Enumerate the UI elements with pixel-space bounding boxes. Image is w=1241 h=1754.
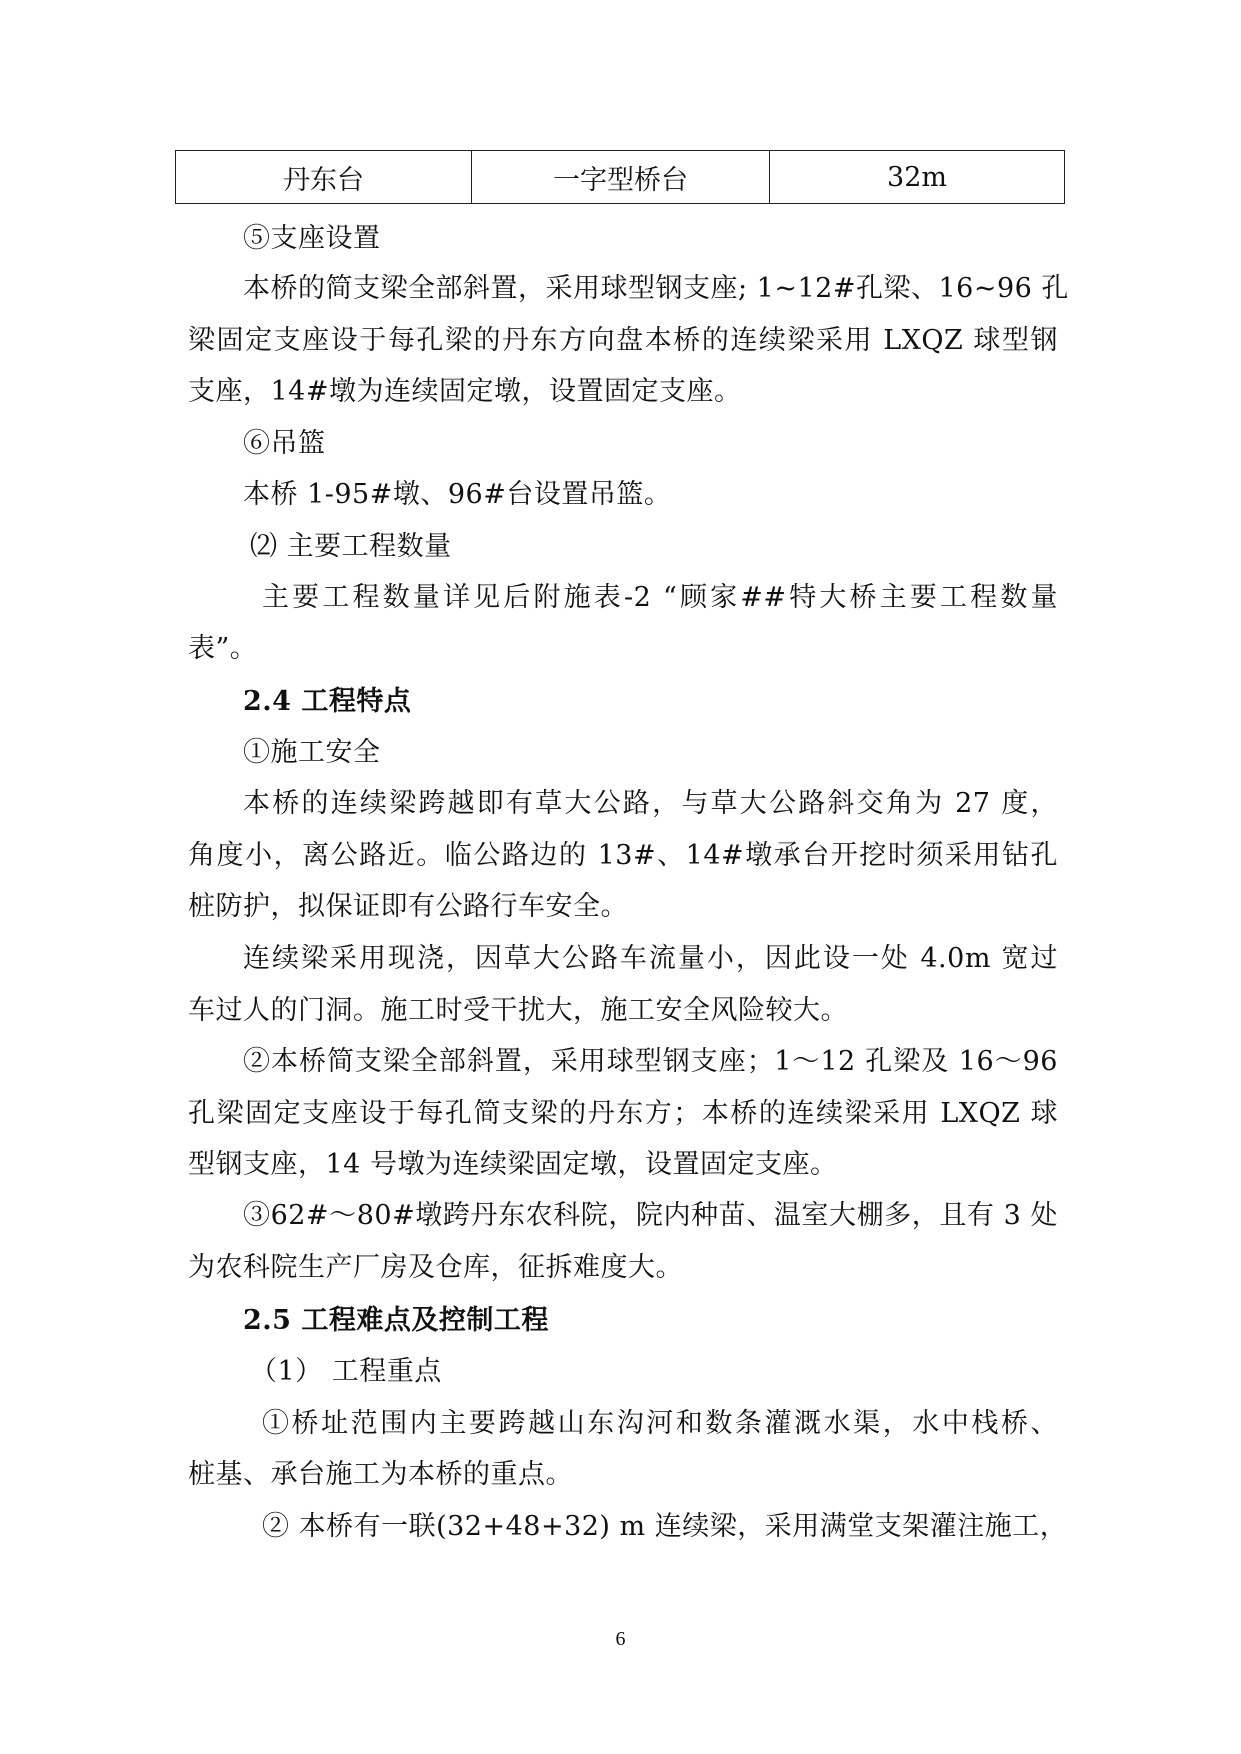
paragraph-line: 梁固定支座设于每孔梁的丹东方向盘本桥的连续梁采用 LXQZ 球型钢 — [188, 325, 1058, 356]
paragraph-line: ②本桥简支梁全部斜置，采用球型钢支座；1～12 孔梁及 16～96 — [243, 1046, 1058, 1077]
section-heading-2-4: 2.4 工程特点 — [243, 686, 412, 717]
subheading-safety: ①施工安全 — [243, 737, 381, 768]
subheading-key-points: （1） 工程重点 — [250, 1356, 442, 1387]
paragraph-line: ①桥址范围内主要跨越山东沟河和数条灌溉水渠，水中栈桥、 — [262, 1408, 1058, 1439]
paragraph-line: ② 本桥有一联(32+48+32) m 连续梁，采用满堂支架灌注施工， — [262, 1511, 1068, 1542]
paragraph-line: 主要工程数量详见后附施表-2 “顾家##特大桥主要工程数量 — [262, 582, 1058, 613]
paragraph-line: 角度小，离公路近。临公路边的 13#、14#墩承台开挖时须采用钻孔 — [188, 840, 1058, 871]
section-heading-2-5: 2.5 工程难点及控制工程 — [243, 1305, 549, 1336]
paragraph-line: 型钢支座，14 号墩为连续梁固定墩，设置固定支座。 — [188, 1149, 838, 1180]
table-row — [176, 151, 1065, 204]
table-cell: 一字型桥台 — [472, 151, 770, 204]
paragraph-line: 桩基、承台施工为本桥的重点。 — [188, 1459, 573, 1490]
page-number: 6 — [615, 1628, 626, 1650]
paragraph-line: 本桥的简支梁全部斜置，采用球型钢支座; 1~12#孔梁、16~96 孔 — [243, 273, 1069, 304]
paragraph-line: ③62#～80#墩跨丹东农科院，院内种苗、温室大棚多，且有 3 处 — [243, 1200, 1058, 1231]
paragraph-line: 桩防护，拟保证即有公路行车安全。 — [188, 891, 628, 922]
paragraph-line: 支座，14#墩为连续固定墩，设置固定支座。 — [188, 376, 742, 407]
abutment-table — [175, 150, 1065, 204]
paragraph-line: 连续梁采用现浇，因草大公路车流量小，因此设一处 4.0m 宽过 — [243, 943, 1058, 974]
paragraph-line: 车过人的门洞。施工时受干扰大，施工安全风险较大。 — [188, 995, 848, 1026]
paragraph-line: 本桥的连续梁跨越即有草大公路，与草大公路斜交角为 27 度， — [243, 788, 1058, 819]
subheading-basket: ⑥吊篮 — [243, 428, 326, 459]
subheading-bearing: ⑤支座设置 — [243, 223, 381, 254]
paragraph-line: 表”。 — [188, 633, 258, 664]
paragraph-line: 孔梁固定支座设于每孔简支梁的丹东方；本桥的连续梁采用 LXQZ 球 — [188, 1098, 1058, 1129]
paragraph-line: 为农科院生产厂房及仓库，征拆难度大。 — [188, 1252, 683, 1283]
table-cell: 丹东台 — [176, 151, 472, 204]
table-cell: 32m — [770, 151, 1065, 204]
subheading-quantities: ⑵ 主要工程数量 — [250, 531, 452, 562]
paragraph-line: 本桥 1-95#墩、96#台设置吊篮。 — [243, 479, 672, 510]
